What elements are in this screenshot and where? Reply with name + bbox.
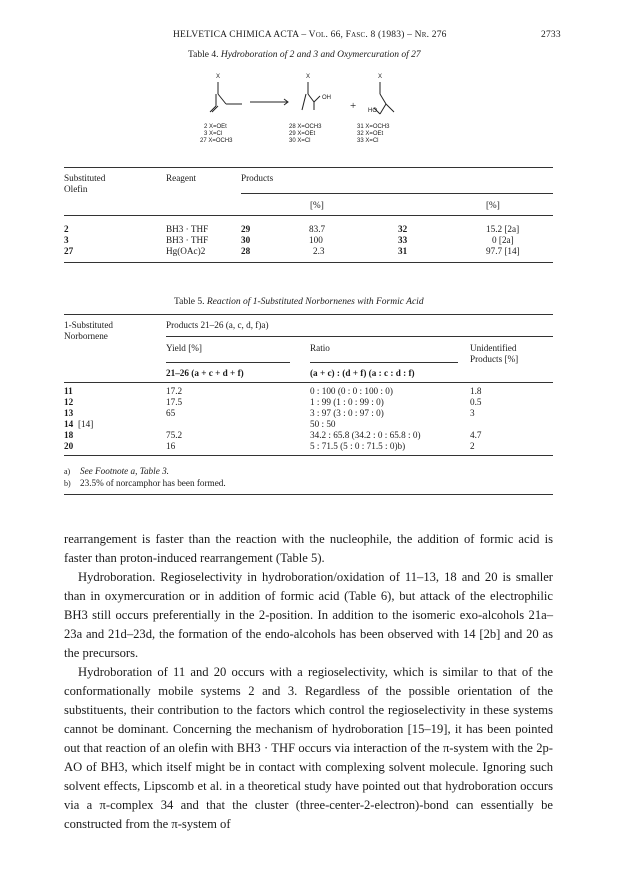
body-text: [64, 530, 553, 834]
paragraph: rearrangement is faster than the reaction with the nucleophile, the addition of formic acid is faster than proton-induced rearrangement (Table 5).: [64, 532, 553, 565]
footnote-text: 23.5% of norcamphor has been formed.: [80, 478, 226, 488]
table5-top-rule: [64, 314, 553, 315]
col-subheader: 21–26 (a + c + d + f): [166, 368, 244, 378]
yield-subrule: [166, 362, 290, 363]
ho-label: HO: [368, 108, 377, 114]
footnote-bottom-rule: [64, 494, 553, 495]
compound-label: 3 X=Cl: [204, 131, 223, 137]
footnote-mark: a): [64, 467, 71, 476]
secondary-alcohol-structure: [374, 82, 394, 114]
compound-label: 28 X=OCH3: [289, 124, 322, 130]
col-subheader: (a + c) : (d + f) (a : c : d : f): [310, 368, 415, 378]
x-label: X: [378, 74, 383, 80]
table4-header-rule: [64, 215, 553, 216]
running-header: [173, 30, 447, 40]
alkene-structure: [210, 82, 242, 112]
x-label: X: [306, 74, 311, 80]
col-header: Reagent: [166, 173, 197, 183]
col-header: Yield [%]: [166, 343, 202, 353]
col-header: Products 21–26 (a, c, d, f)a): [166, 320, 269, 330]
plus-sign: +: [350, 100, 357, 112]
table5-caption: Table 5. Reaction of 1-Substituted Norbornenes with Formic Acid: [174, 297, 424, 307]
footnote-text: See Footnote a, Table 3.: [80, 466, 169, 476]
reaction-arrow: [250, 99, 288, 105]
col-header: [%]: [486, 200, 500, 210]
ratio-subrule: [310, 362, 458, 363]
col-header: Products [%]: [470, 354, 519, 364]
col-header: Substituted: [64, 173, 106, 183]
compound-label: 30 X=Cl: [289, 138, 311, 144]
table5-bottom-rule: [64, 455, 553, 456]
col-header: Products: [241, 173, 274, 183]
col-header: Unidentified: [470, 343, 517, 353]
col-header: Ratio: [310, 343, 330, 353]
primary-alcohol-structure: [302, 82, 320, 110]
page-number: 2733: [541, 30, 561, 40]
compound-label: 33 X=Cl: [357, 138, 379, 144]
journal-header: HELVETICA CHIMICA ACTA – Vol. 66, Fasc. 8 (1983) – Nr. 276: [173, 30, 447, 40]
compound-label: 31 X=OCH3: [357, 124, 390, 130]
table4-products-rule: [241, 193, 553, 194]
footnote-mark: b): [64, 479, 71, 488]
table4-top-rule: [64, 167, 553, 168]
paragraph: Hydroboration of 11 and 20 occurs with a regioselectivity, which is similar to that of the conformationally mobile systems 2 and 3. Regardless of the possible orientation of the substituents, their contribution to the factors which control the regioselectivity in these systems cannot be dominant. Concerning the mechanism of hydroboration [15–19], it has been pointed out that reaction of an olefin with BH3 · THF occurs via interaction of the π-system with the 2p-AO of BH3, which itself might be in contact with complexing solvent molecule. Ignoring such solvent effects, Lipscomb et al. in a theoretical study have pointed out that hydroboration occurs via a π-complex 34 and that the cluster (three-center-2-electron)-bond can essentially be constructed from the π-system of: [64, 665, 553, 831]
compound-label: 32 X=OEt: [357, 131, 384, 137]
table5-header-rule: [64, 382, 553, 383]
compound-label: 27 X=OCH3: [200, 138, 233, 144]
paragraph: Hydroboration. Regioselectivity in hydroboration/oxidation of 11–13, 18 and 20 is smaller than in oxymercuration or in addition of formic acid (Table 6), but attack of the electrophilic BH3 still occurs preferentially in the 2-position. In addition to the isomeric exo-alcohols 21a–23a and 21d–23d, the formation of the endo-alcohols has been observed with 14 [2b] and 20 as the precursors.: [64, 570, 553, 660]
oh-label: OH: [322, 95, 331, 101]
compound-label: 2 X=OEt: [204, 124, 227, 130]
table4-caption: Table 4. Hydroboration of 2 and 3 and Oxymercuration of 27: [188, 50, 421, 60]
col-header: [%]: [310, 200, 324, 210]
table5-products-rule: [166, 336, 553, 337]
compound-label: 29 X=OEt: [289, 131, 316, 137]
x-label: X: [216, 74, 221, 80]
col-header: 1-Substituted: [64, 320, 114, 330]
col-header: Norbornene: [64, 331, 108, 341]
table4-bottom-rule: [64, 262, 553, 263]
col-header: Olefin: [64, 184, 88, 194]
